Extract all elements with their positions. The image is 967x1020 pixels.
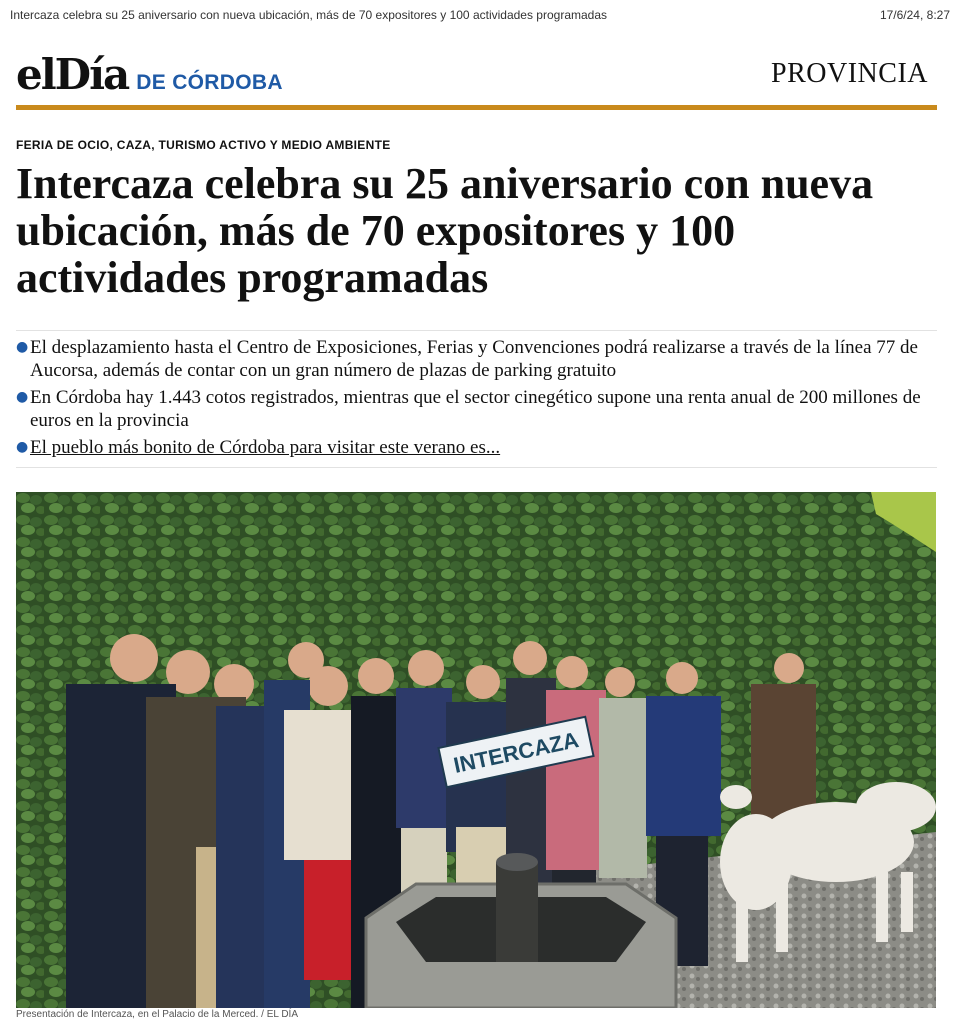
article-photo [16, 492, 936, 1008]
bullet-icon: ● [16, 339, 29, 355]
photo-caption: Presentación de Intercaza, en el Palacio de la Merced. / EL DÍA [16, 1009, 299, 1020]
summary-item [16, 386, 937, 432]
summary-item [16, 436, 937, 459]
section-label[interactable]: PROVINCIA [771, 58, 928, 89]
logo-edition: DE CÓRDOBA [136, 71, 283, 94]
article-kicker: FERIA DE OCIO, CAZA, TURISMO ACTIVO Y MEDIO AMBIENTE [16, 138, 391, 152]
summary-divider-top [16, 330, 937, 331]
print-header-datetime: 17/6/24, 8:27 [879, 8, 950, 22]
sign-text: INTERCAZA [451, 727, 581, 778]
masthead-divider [16, 105, 937, 110]
summary-divider-bottom [16, 467, 937, 468]
summary-text: El desplazamiento hasta el Centro de Exposiciones, Ferias y Convenciones podrá realizarse a través de la línea 77 de Aucorsa, además de contar con un gran número de plazas de parking gratuito [30, 337, 918, 381]
bullet-icon: ● [16, 389, 29, 405]
print-header [10, 8, 950, 24]
article-headline: Intercaza celebra su 25 aniversario con nueva ubicación, más de 70 expositores y 100 actividades programadas [16, 159, 874, 302]
bullet-icon: ● [16, 439, 29, 455]
summary-item [16, 336, 937, 382]
logo-wordmark: elDía [16, 50, 129, 99]
print-header-title: Intercaza celebra su 25 aniversario con nueva ubicación, más de 70 expositores y 100 actividades programadas [10, 8, 608, 22]
site-logo[interactable] [16, 50, 283, 99]
related-article-link[interactable]: El pueblo más bonito de Córdoba para visitar este verano es... [30, 437, 501, 458]
masthead [16, 50, 937, 106]
article-summary [16, 336, 937, 463]
photo-illustration [16, 492, 936, 1008]
summary-text: En Córdoba hay 1.443 cotos registrados, mientras que el sector cinegético supone una renta anual de 200 millones de euros en la provincia [30, 387, 921, 431]
